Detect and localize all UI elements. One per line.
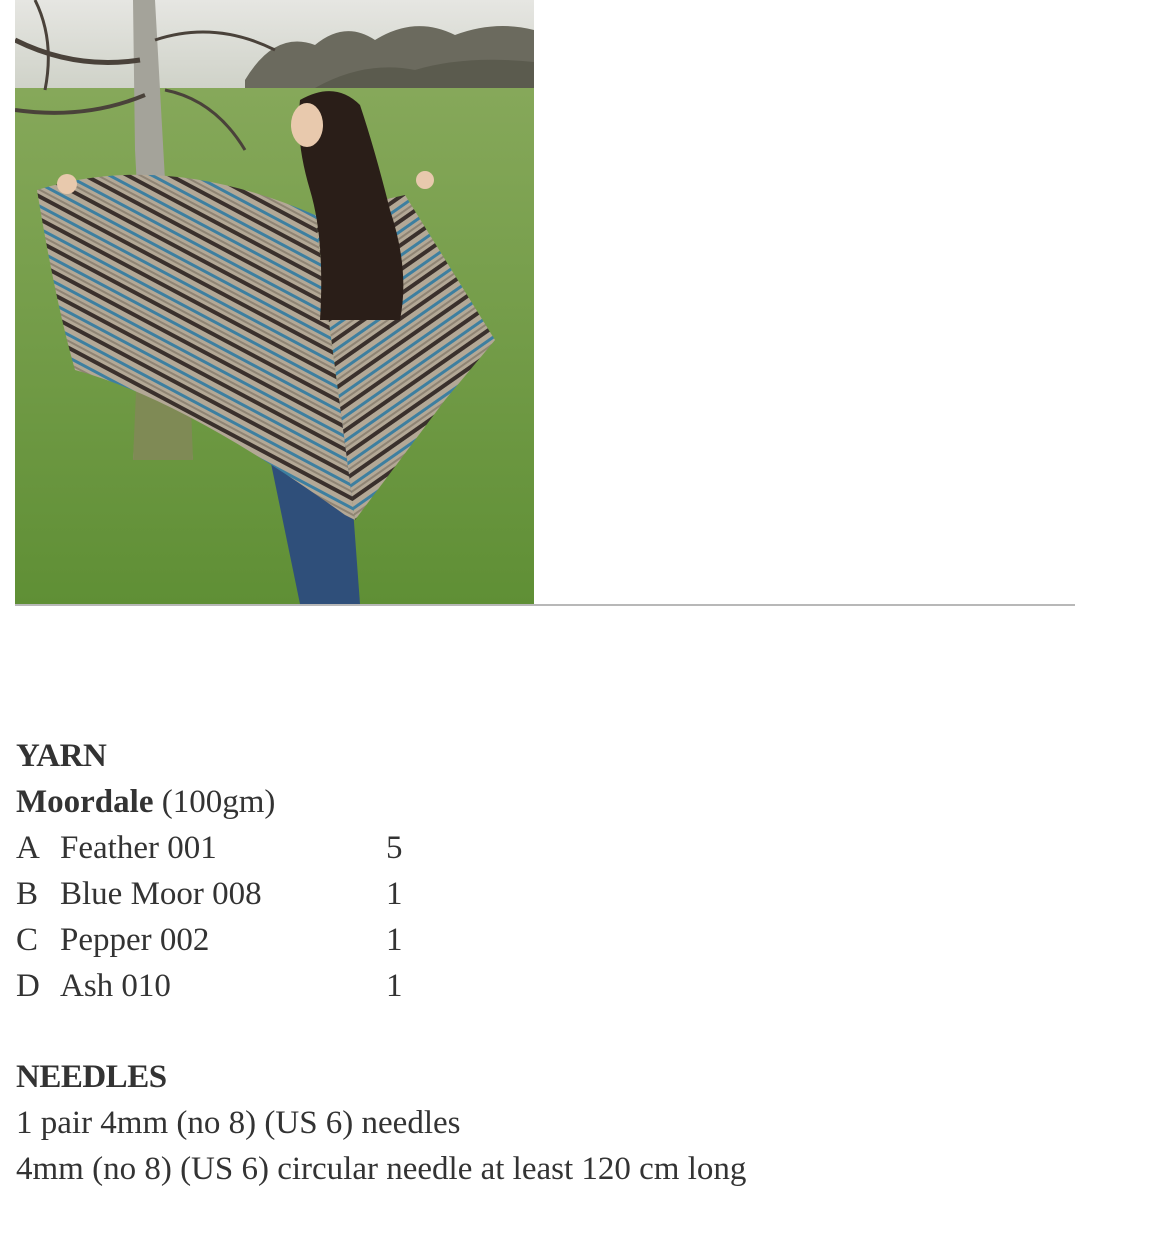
yarn-item-name: Pepper 002 bbox=[60, 922, 210, 958]
yarn-brand: Moordale bbox=[16, 784, 154, 820]
divider-rule bbox=[15, 604, 1075, 606]
product-photo bbox=[15, 0, 534, 604]
needles-heading: NEEDLES bbox=[16, 1059, 167, 1095]
yarn-item-name: Blue Moor 008 bbox=[60, 876, 262, 912]
yarn-item bbox=[16, 871, 403, 917]
yarn-weight: (100gm) bbox=[161, 784, 276, 820]
needle-line: 1 pair 4mm (no 8) (US 6) needles bbox=[16, 1105, 461, 1141]
yarn-item-name: Feather 001 bbox=[60, 830, 217, 866]
yarn-item bbox=[16, 963, 403, 1009]
yarn-item-qty: 1 bbox=[386, 922, 403, 958]
needles-section bbox=[16, 1054, 746, 1192]
yarn-heading: YARN bbox=[16, 738, 107, 774]
yarn-item-name: Ash 010 bbox=[60, 968, 171, 1004]
needle-line: 4mm (no 8) (US 6) circular needle at least 120 cm long bbox=[16, 1151, 747, 1187]
yarn-item-letter: B bbox=[16, 876, 39, 912]
yarn-item-qty: 5 bbox=[386, 830, 403, 866]
yarn-brand-line bbox=[16, 779, 275, 825]
yarn-section bbox=[16, 733, 403, 1009]
yarn-item bbox=[16, 825, 403, 871]
yarn-item-qty: 1 bbox=[386, 968, 403, 1004]
yarn-item-qty: 1 bbox=[386, 876, 403, 912]
yarn-item-letter: A bbox=[16, 830, 40, 866]
yarn-item bbox=[16, 917, 403, 963]
shawl-photo-illustration bbox=[15, 0, 534, 604]
yarn-item-letter: D bbox=[16, 968, 40, 1004]
yarn-item-letter: C bbox=[16, 922, 39, 958]
